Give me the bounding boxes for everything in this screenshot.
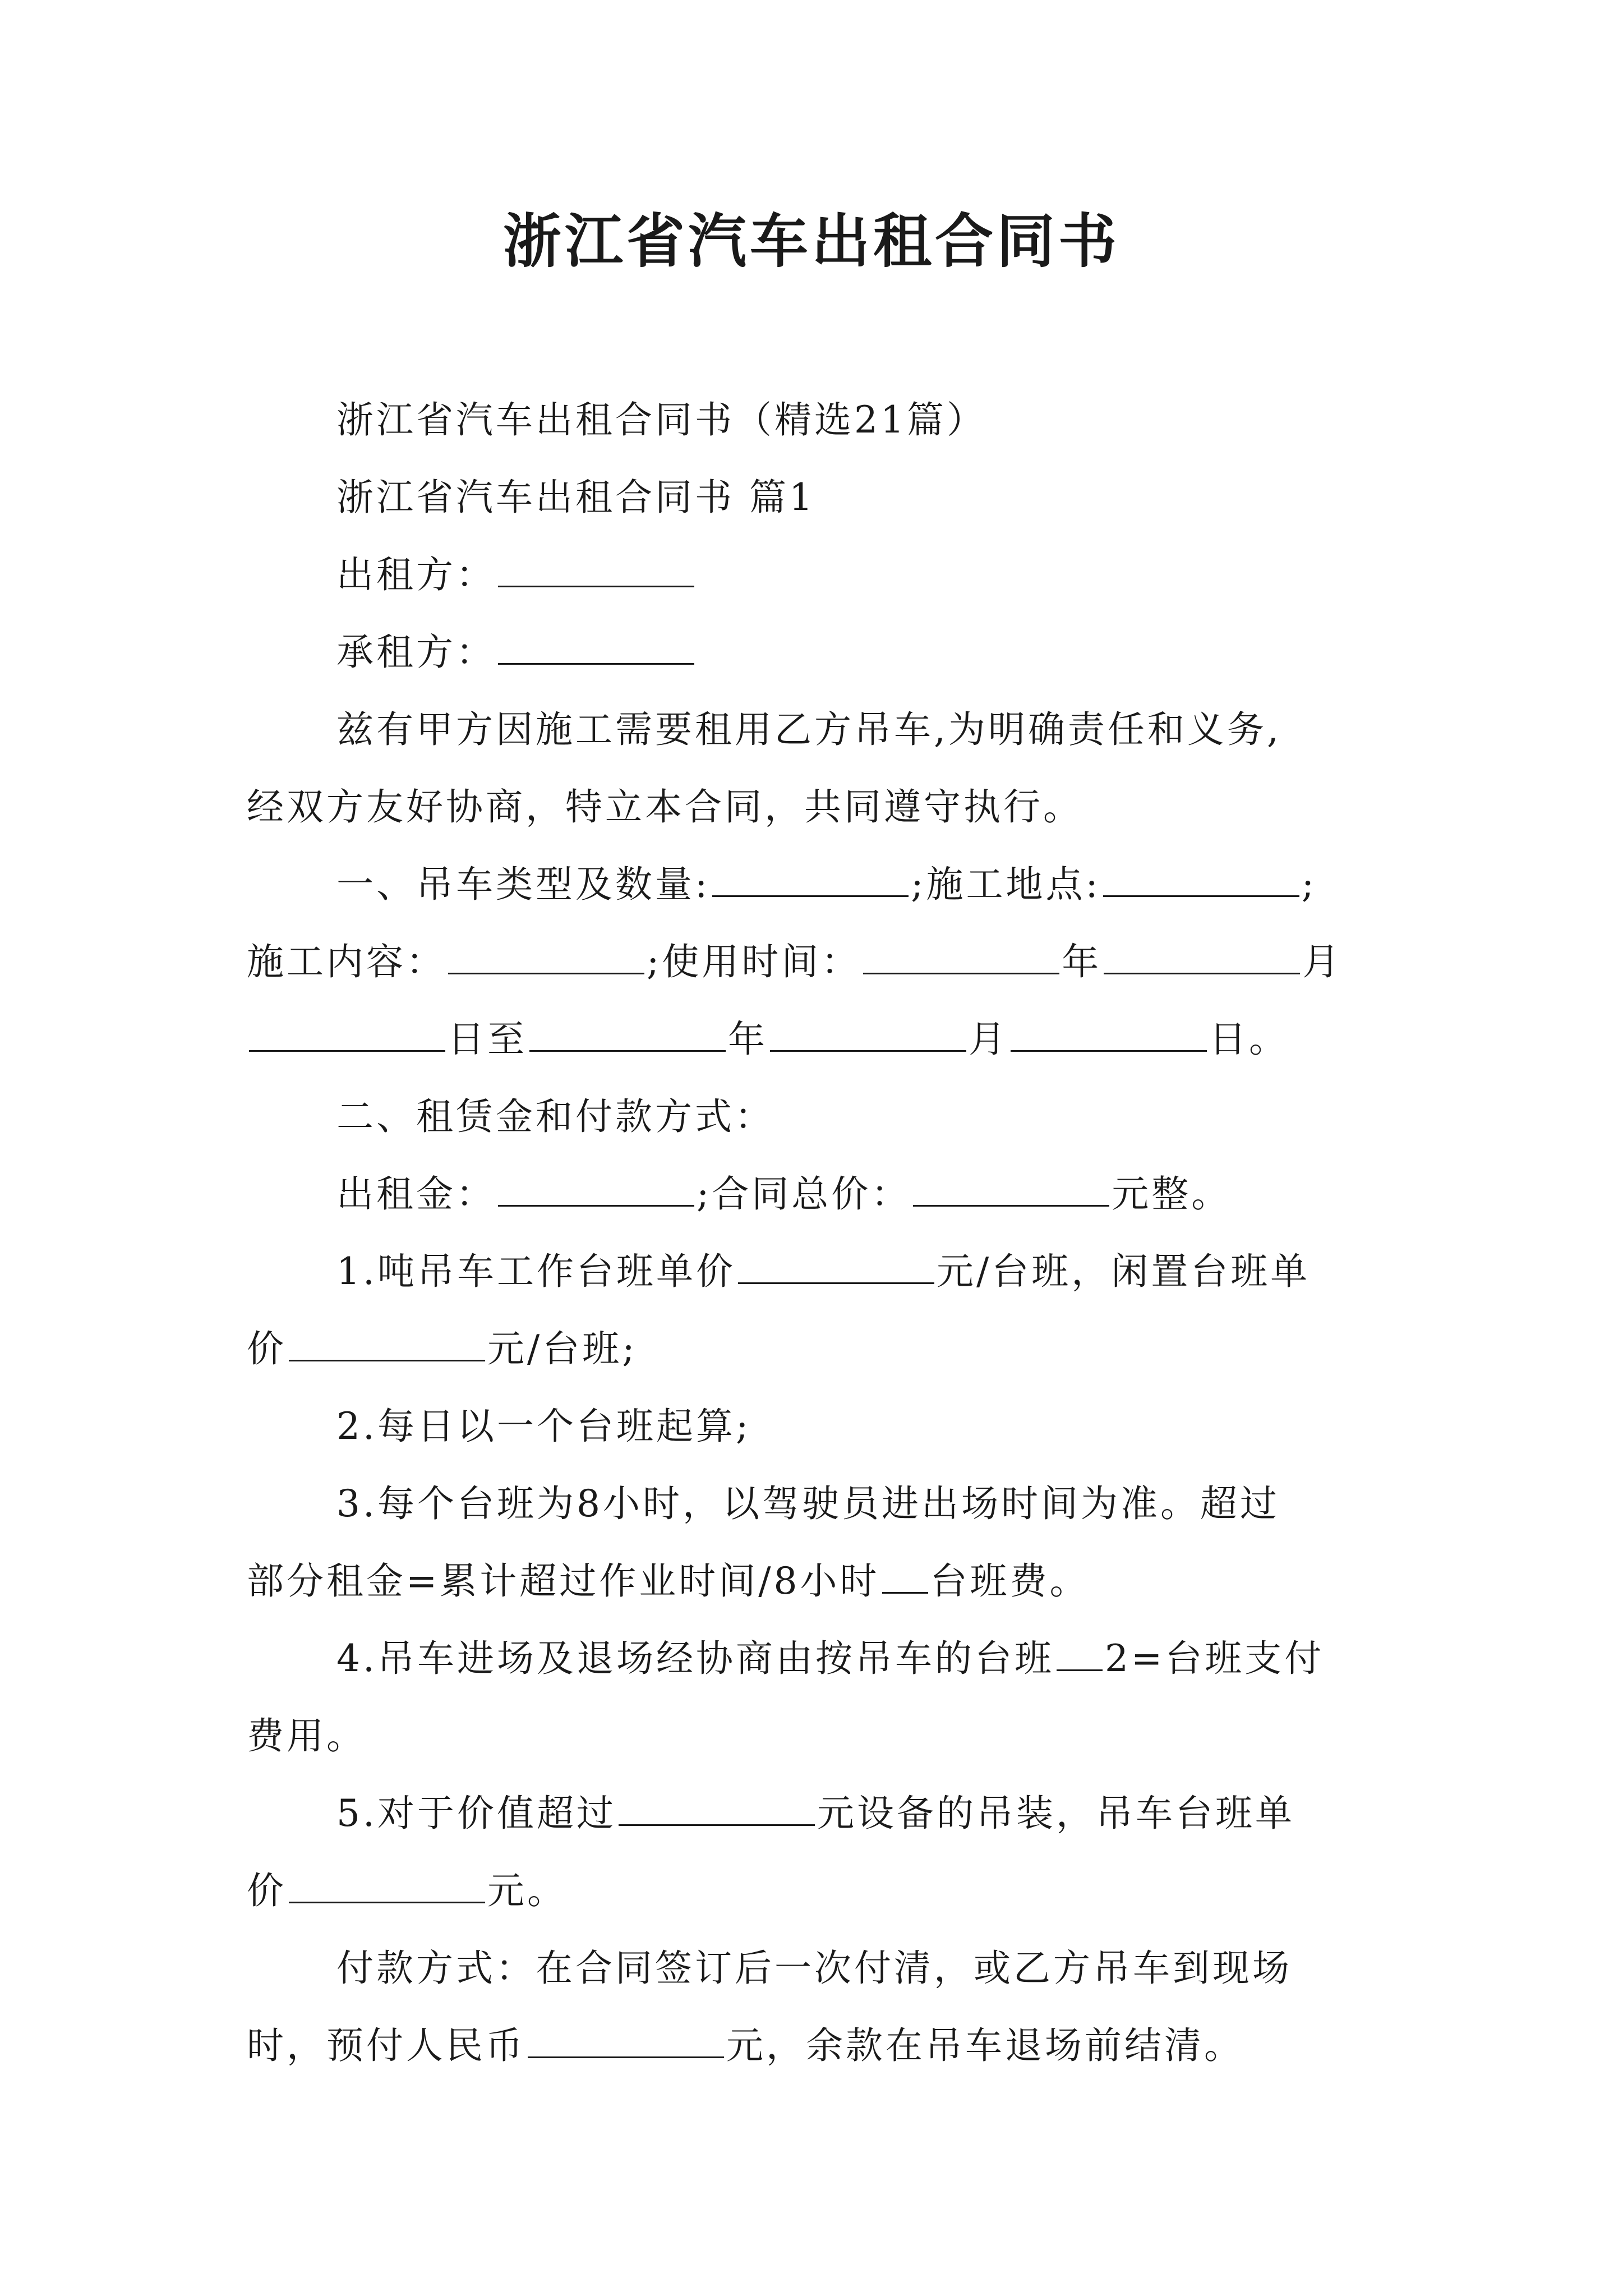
equipment-value-blank[interactable] [619, 1792, 815, 1826]
overtime-blank[interactable] [882, 1559, 928, 1594]
payment-text-b: 时，预付人民币 [247, 2024, 525, 2067]
day-label-end: 日。 [1209, 1018, 1289, 1061]
clause2-heading-line [247, 1078, 1385, 1156]
start-year-blank[interactable] [863, 940, 1059, 974]
lifting-price-blank[interactable] [289, 1869, 485, 1903]
year-label-1: 年 [1062, 940, 1102, 983]
total-price-blank[interactable] [913, 1172, 1109, 1207]
item2-text: 2.每日以一个台班起算; [336, 1405, 751, 1448]
payment-text-a: 付款方式：在合同签订后一次付清，或乙方吊车到现场 [336, 1947, 1292, 1990]
item5-text-a: 5.对于价值超过 [336, 1792, 616, 1835]
item3-text-a: 3.每个台班为8小时，以驾驶员进出场时间为准。超过 [336, 1482, 1280, 1525]
item5-text-c: 价 [247, 1869, 287, 1912]
item1-text-d: 元/台班; [487, 1327, 638, 1370]
month-label-1: 月 [1302, 940, 1343, 983]
end-month-blank[interactable] [770, 1018, 966, 1052]
intro-text-1: 兹有甲方因施工需要租用乙方吊车,为明确责任和义务, [336, 708, 1281, 751]
lessee-blank[interactable] [498, 631, 694, 665]
end-year-blank[interactable] [529, 1018, 726, 1052]
item3-line-2 [247, 1543, 1385, 1620]
yuan-label: 元整。 [1112, 1172, 1232, 1216]
work-content-label: 施工内容： [247, 940, 446, 983]
item5-line-2 [247, 1852, 1385, 1930]
work-shift-price-blank[interactable] [738, 1250, 934, 1284]
month-label-2: 月 [969, 1018, 1008, 1061]
item4-line-2 [247, 1697, 1385, 1775]
item1-line-1 [247, 1233, 1385, 1310]
rent-line [247, 1156, 1385, 1233]
site-label: ;施工地点: [911, 863, 1101, 906]
intro-text-2: 经双方友好协商，特立本合同，共同遵守执行。 [247, 785, 1083, 829]
payment-line-1 [247, 1930, 1385, 2007]
subtitle-line [247, 381, 1385, 459]
section-heading: 浙江省汽车出租合同书 篇1 [336, 476, 815, 519]
item3-text-c: 台班费。 [930, 1559, 1090, 1603]
rent-blank[interactable] [498, 1172, 694, 1207]
item3-text-b: 部分租金=累计超过作业时间/8小时 [247, 1559, 880, 1603]
clause1-semicolon: ; [1301, 863, 1317, 906]
payment-text-c: 元，余款在吊车退场前结清。 [726, 2024, 1244, 2067]
lessor-line [247, 536, 1385, 614]
lessee-line [247, 614, 1385, 691]
item4-line-1 [247, 1620, 1385, 1697]
site-blank[interactable] [1103, 863, 1299, 897]
year-label-2: 年 [728, 1018, 768, 1061]
item5-text-b: 元设备的吊装，吊车台班单 [817, 1792, 1295, 1835]
entry-exit-blank[interactable] [1057, 1637, 1103, 1671]
start-month-blank[interactable] [1104, 940, 1300, 974]
start-day-blank[interactable] [249, 1018, 445, 1052]
item4-text-c: 费用。 [247, 1714, 366, 1757]
usage-time-label: ;使用时间： [647, 940, 861, 983]
document-title: 浙江省汽车出租合同书 [502, 206, 1120, 275]
rent-label: 出租金： [336, 1172, 496, 1216]
prepayment-blank[interactable] [528, 2024, 724, 2058]
lessor-label: 出租方： [336, 553, 496, 596]
work-content-blank[interactable] [448, 940, 644, 974]
section-heading-line [247, 459, 1385, 536]
item1-text-b: 元/台班，闲置台班单 [936, 1250, 1311, 1293]
idle-shift-price-blank[interactable] [289, 1327, 485, 1361]
lessee-label: 承租方： [336, 631, 496, 674]
clause2-heading: 二、租赁金和付款方式： [336, 1095, 774, 1138]
intro-line-1 [247, 691, 1385, 769]
payment-line-2 [247, 2007, 1385, 2085]
end-day-blank[interactable] [1011, 1018, 1207, 1052]
total-price-label: ;合同总价： [697, 1172, 911, 1216]
clause1-line-2 [247, 923, 1385, 1001]
item1-line-2 [247, 1310, 1385, 1388]
clause1-line-1 [247, 846, 1385, 923]
subtitle: 浙江省汽车出租合同书（精选21篇） [336, 398, 986, 441]
clause1-line-3 [247, 1001, 1385, 1078]
item5-text-d: 元。 [487, 1869, 567, 1912]
document-body [247, 381, 1385, 2085]
item4-text-a: 4.吊车进场及退场经协商由按吊车的台班 [336, 1637, 1054, 1680]
lessor-blank[interactable] [498, 553, 694, 587]
day-to-label: 日至 [448, 1018, 527, 1061]
crane-type-label: 一、吊车类型及数量: [336, 863, 711, 906]
crane-type-blank[interactable] [712, 863, 909, 897]
item5-line-1 [247, 1775, 1385, 1852]
item4-text-b: 2=台班支付 [1104, 1637, 1325, 1680]
item2-line [247, 1388, 1385, 1465]
item1-text-c: 价 [247, 1327, 287, 1370]
intro-line-2 [247, 769, 1385, 846]
item1-text-a: 1.吨吊车工作台班单价 [336, 1250, 736, 1293]
item3-line-1 [247, 1465, 1385, 1543]
